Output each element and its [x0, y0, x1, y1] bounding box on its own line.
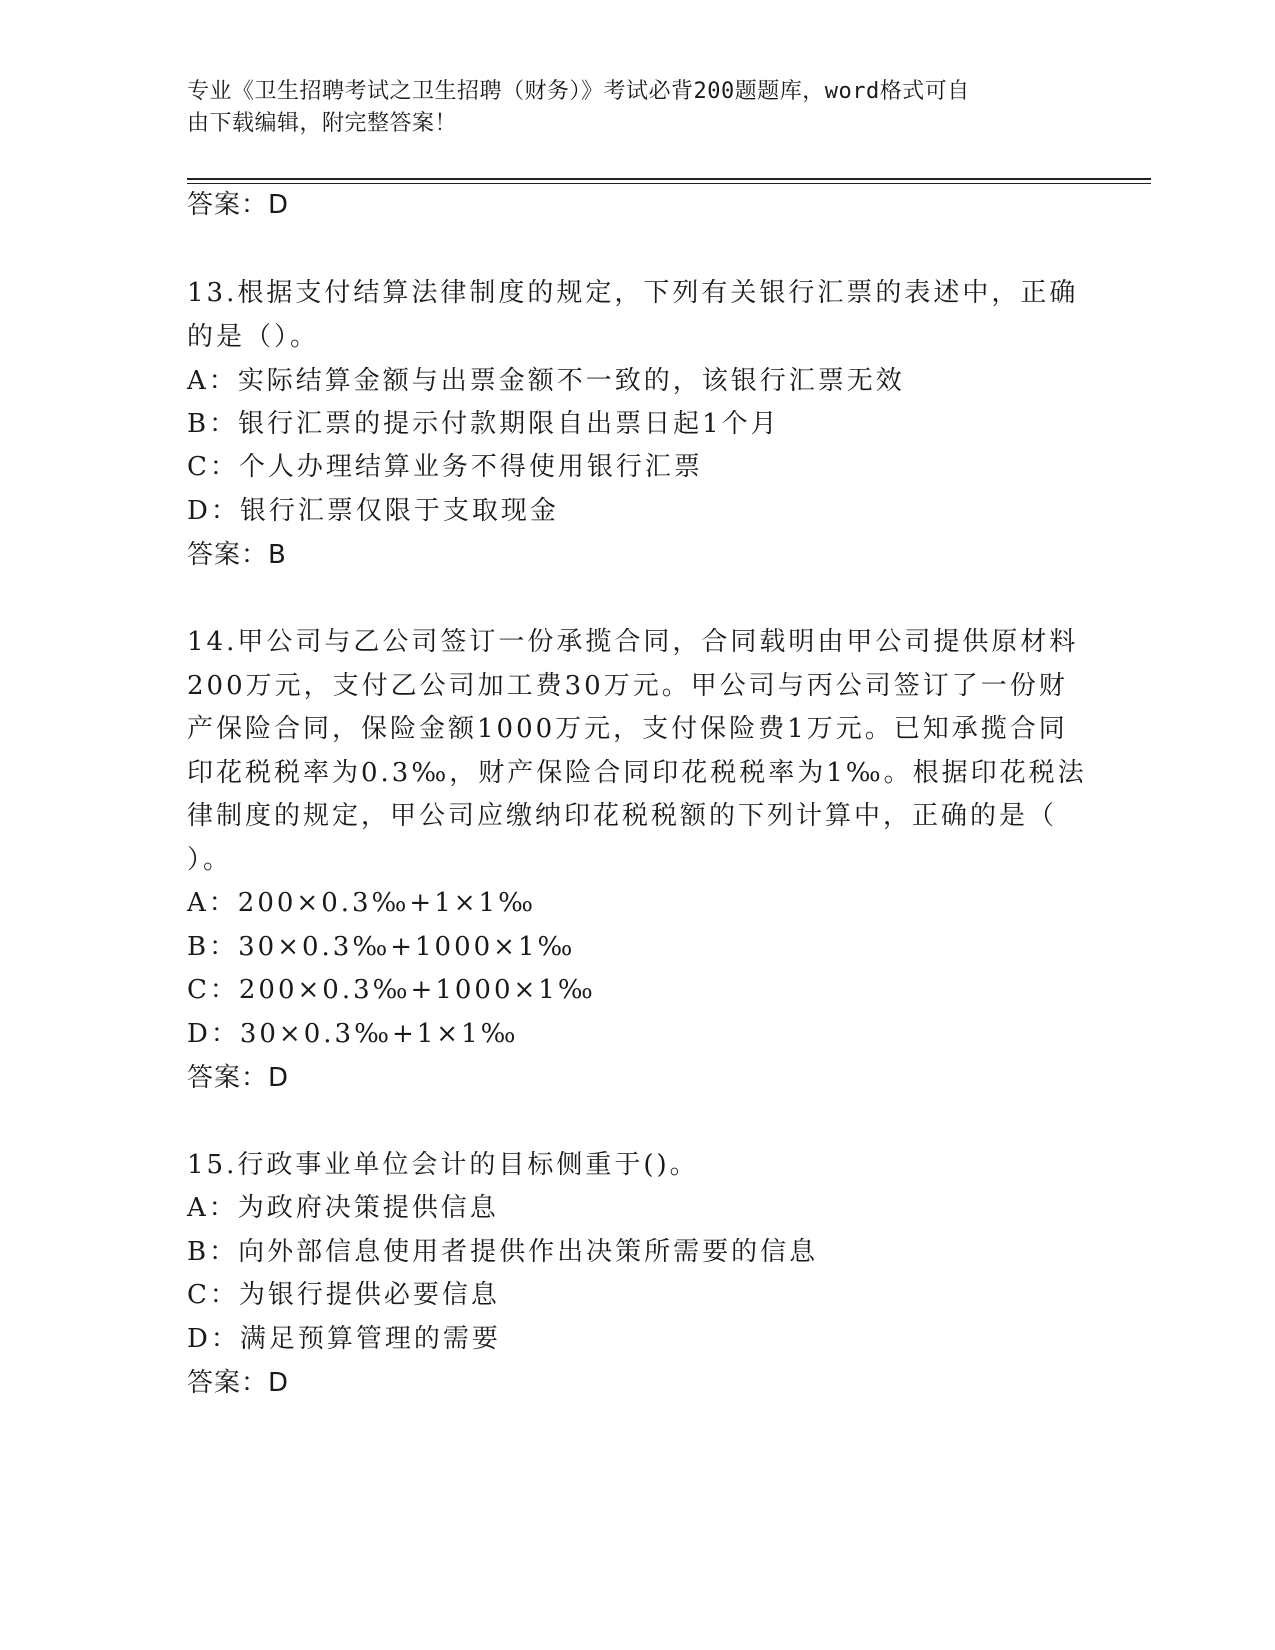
document-header — [187, 76, 1067, 140]
answer-text: 答案：D — [187, 1063, 290, 1093]
header-title-line-2: 由下载编辑，附完整答案！ — [187, 111, 458, 136]
question-stem: 15.行政事业单位会计的目标侧重于()。 — [187, 1150, 699, 1180]
option-c: C：200×0.3‰+1000×1‰ — [187, 975, 596, 1005]
header-rule — [187, 178, 1151, 180]
question-stem: 200万元，支付乙公司加工费30万元。甲公司与丙公司签订了一份财 — [187, 671, 1068, 701]
question-stem: ）。 — [187, 845, 233, 875]
question-stem: 印花税税率为0.3‰，财产保险合同印花税税率为1‰。根据印花税法 — [187, 758, 1087, 788]
option-b: B：向外部信息使用者提供作出决策所需要的信息 — [187, 1237, 819, 1267]
option-c: C：个人办理结算业务不得使用银行汇票 — [187, 452, 703, 482]
question-stem: 13.根据支付结算法律制度的规定，下列有关银行汇票的表述中，正确 — [187, 278, 1079, 308]
header-title-line-1: 专业《卫生招聘考试之卫生招聘（财务）》考试必背200题题库，word格式可自 — [187, 79, 970, 104]
option-c: C：为银行提供必要信息 — [187, 1280, 500, 1310]
question-stem: 的是（）。 — [187, 322, 320, 352]
option-b: B：30×0.3‰+1000×1‰ — [187, 932, 576, 962]
header-rule-thin — [187, 183, 1151, 184]
option-a: A：实际结算金额与出票金额不一致的，该银行汇票无效 — [187, 366, 905, 396]
option-a: A：为政府决策提供信息 — [187, 1193, 499, 1223]
answer-text: 答案：D — [187, 1368, 290, 1398]
option-b: B：银行汇票的提示付款期限自出票日起1个月 — [187, 409, 780, 439]
option-a: A：200×0.3‰+1×1‰ — [187, 888, 536, 918]
option-d: D：银行汇票仅限于支取现金 — [187, 496, 559, 526]
question-stem: 律制度的规定，甲公司应缴纳印花税税额的下列计算中，正确的是（ — [187, 801, 1058, 831]
answer-text: 答案：D — [187, 190, 290, 220]
question-stem: 14.甲公司与乙公司签订一份承揽合同，合同载明由甲公司提供原材料 — [187, 627, 1079, 657]
question-stem: 产保险合同，保险金额1000万元，支付保险费1万元。已知承揽合同 — [187, 714, 1068, 744]
option-d: D：30×0.3‰+1×1‰ — [187, 1019, 519, 1049]
answer-text: 答案：B — [187, 540, 287, 570]
option-d: D：满足预算管理的需要 — [187, 1324, 501, 1354]
